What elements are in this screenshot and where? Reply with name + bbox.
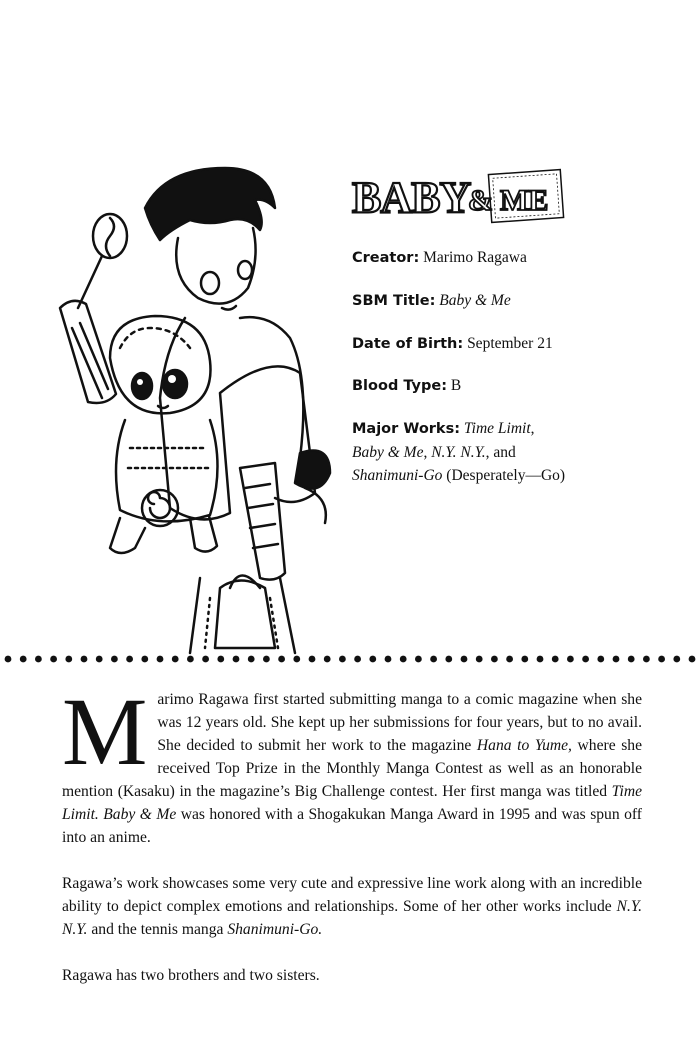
- divider-dot: [537, 656, 544, 663]
- divider-dot: [658, 656, 665, 663]
- divider-dot: [309, 656, 316, 663]
- bio-text: was honored with a Shogakukan Manga Award in 1995 and was spun off into an anime.: [62, 806, 642, 846]
- divider-dot: [643, 656, 650, 663]
- divider-dot: [141, 656, 148, 663]
- divider-dot: [445, 656, 452, 663]
- info-value: September 21: [467, 334, 553, 352]
- divider-dot: [202, 656, 209, 663]
- divider-dot: [552, 656, 559, 663]
- info-blood-type: [352, 374, 682, 398]
- divider-dot: [50, 656, 57, 663]
- illustration: [50, 158, 340, 658]
- bio-paragraph: [62, 678, 642, 849]
- divider-dot: [172, 656, 179, 663]
- work-title: N.Y. N.Y.: [431, 444, 486, 461]
- divider-dot: [385, 656, 392, 663]
- info-value: Marimo Ragawa: [423, 249, 527, 266]
- bio-text: and the tennis manga: [87, 921, 228, 938]
- work-title: Baby & Me: [352, 444, 424, 461]
- bio-italic: Time Limit. Baby & Me: [62, 783, 642, 823]
- separator: , and: [485, 444, 516, 461]
- divider-dot: [187, 656, 194, 663]
- divider-dot: [217, 656, 224, 663]
- divider-dot: [278, 656, 285, 663]
- bio-italic: Shanimuni-Go.: [227, 921, 323, 938]
- divider-dot: [673, 656, 680, 663]
- divider-dot: [339, 656, 346, 663]
- info-creator: [352, 246, 682, 270]
- divider-dot: [324, 656, 331, 663]
- divider-dot: [81, 656, 88, 663]
- info-major-works: [352, 417, 682, 487]
- info-label: SBM Title:: [352, 292, 436, 309]
- divider-dot: [263, 656, 270, 663]
- divider-dot: [5, 656, 12, 663]
- divider-dot: [476, 656, 483, 663]
- info-value: Baby & Me: [439, 291, 511, 309]
- divider-dot: [689, 656, 696, 663]
- divider-dot: [461, 656, 468, 663]
- bio-paragraph: [62, 964, 642, 987]
- divider-dot: [491, 656, 498, 663]
- divider-dot: [415, 656, 422, 663]
- drop-cap: M: [62, 678, 148, 785]
- divider-dot: [628, 656, 635, 663]
- divider-dot: [233, 656, 240, 663]
- title-logo-amp: &: [468, 184, 493, 217]
- info-label: Date of Birth:: [352, 335, 464, 352]
- divider-dot: [96, 656, 103, 663]
- divider-dot: [597, 656, 604, 663]
- divider-dot: [111, 656, 118, 663]
- divider-dot: [65, 656, 72, 663]
- divider-dot: [567, 656, 574, 663]
- title-logo-me: ME: [500, 184, 549, 217]
- bio-text: arimo Ragawa first started submitting manga to a comic magazine when she was 12 years old. She kept up her submissions for four years, but to no avail. She decided to submit her work to the magazine: [157, 691, 642, 754]
- bio-italic: Hana to Yume,: [476, 737, 572, 754]
- divider-dot: [157, 656, 164, 663]
- divider-dot: [369, 656, 376, 663]
- divider-dot: [400, 656, 407, 663]
- info-value: B: [450, 377, 462, 395]
- divider-dot: [354, 656, 361, 663]
- title-logo-baby: BABY: [352, 173, 471, 222]
- divider-dot: [582, 656, 589, 663]
- divider-dot: [248, 656, 255, 663]
- info-label: Creator:: [352, 250, 420, 266]
- divider-dot: [126, 656, 133, 663]
- creator-info: [352, 246, 682, 506]
- divider-dot: [613, 656, 620, 663]
- divider-dot: [430, 656, 437, 663]
- biography: [62, 678, 642, 1010]
- separator: ,: [530, 420, 535, 437]
- bio-text: Ragawa’s work showcases some very cute and expressive line work along with an incredible ability to depict complex emotions and relationships. Some of her other works include: [62, 875, 642, 915]
- title-logo: [350, 160, 570, 226]
- info-date-of-birth: [352, 332, 682, 356]
- work-note: (Desperately—Go): [446, 467, 566, 484]
- divider-dot: [521, 656, 528, 663]
- bio-italic: N.Y. N.Y.: [62, 898, 642, 938]
- info-sbm-title: [352, 289, 682, 313]
- divider-dot: [293, 656, 300, 663]
- divider-dot: [506, 656, 513, 663]
- dotted-divider: [0, 651, 700, 667]
- separator: ,: [423, 444, 428, 461]
- divider-dot: [35, 656, 42, 663]
- bio-paragraph: [62, 872, 642, 941]
- info-label: Blood Type:: [352, 378, 448, 395]
- bio-text: Ragawa has two brothers and two sisters.: [62, 967, 320, 984]
- divider-dot: [20, 656, 27, 663]
- info-label: Major Works:: [352, 421, 461, 437]
- bio-text: where she received Top Prize in the Monthly Manga Contest as well as an honorable mention (Kasaku) in the magazine’s Big Challenge contest. Her first manga was titled: [62, 737, 642, 800]
- work-title: Shanimuni-Go: [352, 467, 443, 484]
- work-title: Time Limit: [463, 420, 531, 437]
